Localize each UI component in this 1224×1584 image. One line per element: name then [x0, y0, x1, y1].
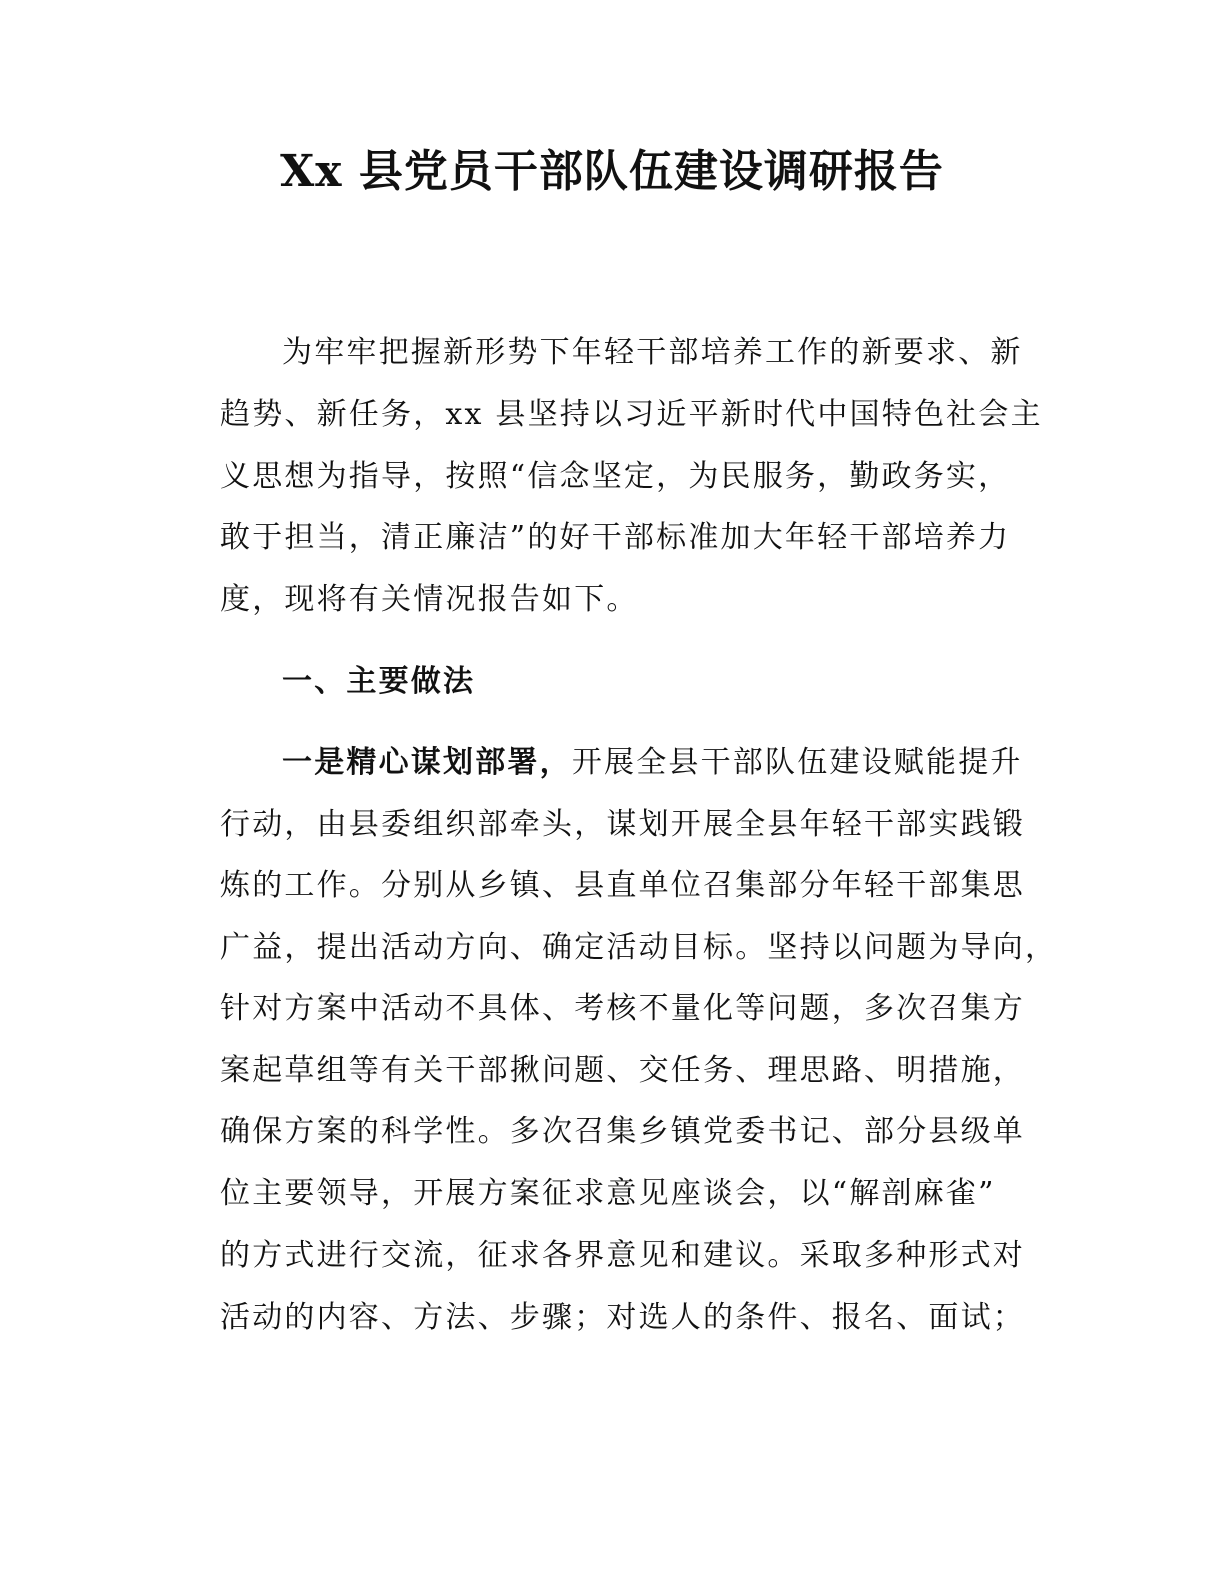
intro-line-1: 为牢牢把握新形势下年轻干部培养工作的新要求、新: [282, 335, 1023, 370]
intro-line-2: 趋势、新任务，xx 县坚持以习近平新时代中国特色社会主: [220, 397, 1043, 432]
paragraph-line-5: 针对方案中活动不具体、考核不量化等问题，多次召集方: [220, 991, 1025, 1026]
paragraph-line-8: 位主要领导，开展方案征求意见座谈会，以“解剖麻雀”: [220, 1176, 996, 1211]
paragraph-line-3: 炼的工作。分别从乡镇、县直单位召集部分年轻干部集思: [220, 868, 1025, 903]
intro-line-4: 敢于担当，清正廉洁”的好干部标准加大年轻干部培养力: [220, 520, 1011, 555]
paragraph-line-2: 行动，由县委组织部牵头，谋划开展全县年轻干部实践锻: [220, 807, 1025, 842]
paragraph-first-line: [282, 743, 1102, 783]
paragraph-line-10: 活动的内容、方法、步骤；对选人的条件、报名、面试；: [220, 1300, 1025, 1335]
paragraph-line-7: 确保方案的科学性。多次召集乡镇党委书记、部分县级单: [220, 1114, 1025, 1149]
paragraph-line-9: 的方式进行交流，征求各界意见和建议。采取多种形式对: [220, 1238, 1025, 1273]
paragraph-line-4: 广益，提出活动方向、确定活动目标。坚持以问题为导向，: [220, 930, 1058, 965]
paragraph-lead: 一是精心谋划部署，: [282, 745, 572, 780]
paragraph-first-line-rest: 开展全县干部队伍建设赋能提升: [571, 745, 1023, 780]
paragraph-line-6: 案起草组等有关干部揪问题、交任务、理思路、明措施，: [220, 1053, 1025, 1088]
intro-line-3: 义思想为指导，按照“信念坚定，为民服务，勤政务实，: [220, 459, 1011, 494]
intro-line-5: 度，现将有关情况报告如下。: [220, 582, 639, 617]
document-title: Xx 县党员干部队伍建设调研报告: [280, 146, 944, 197]
section-heading: 一、主要做法: [282, 664, 476, 699]
